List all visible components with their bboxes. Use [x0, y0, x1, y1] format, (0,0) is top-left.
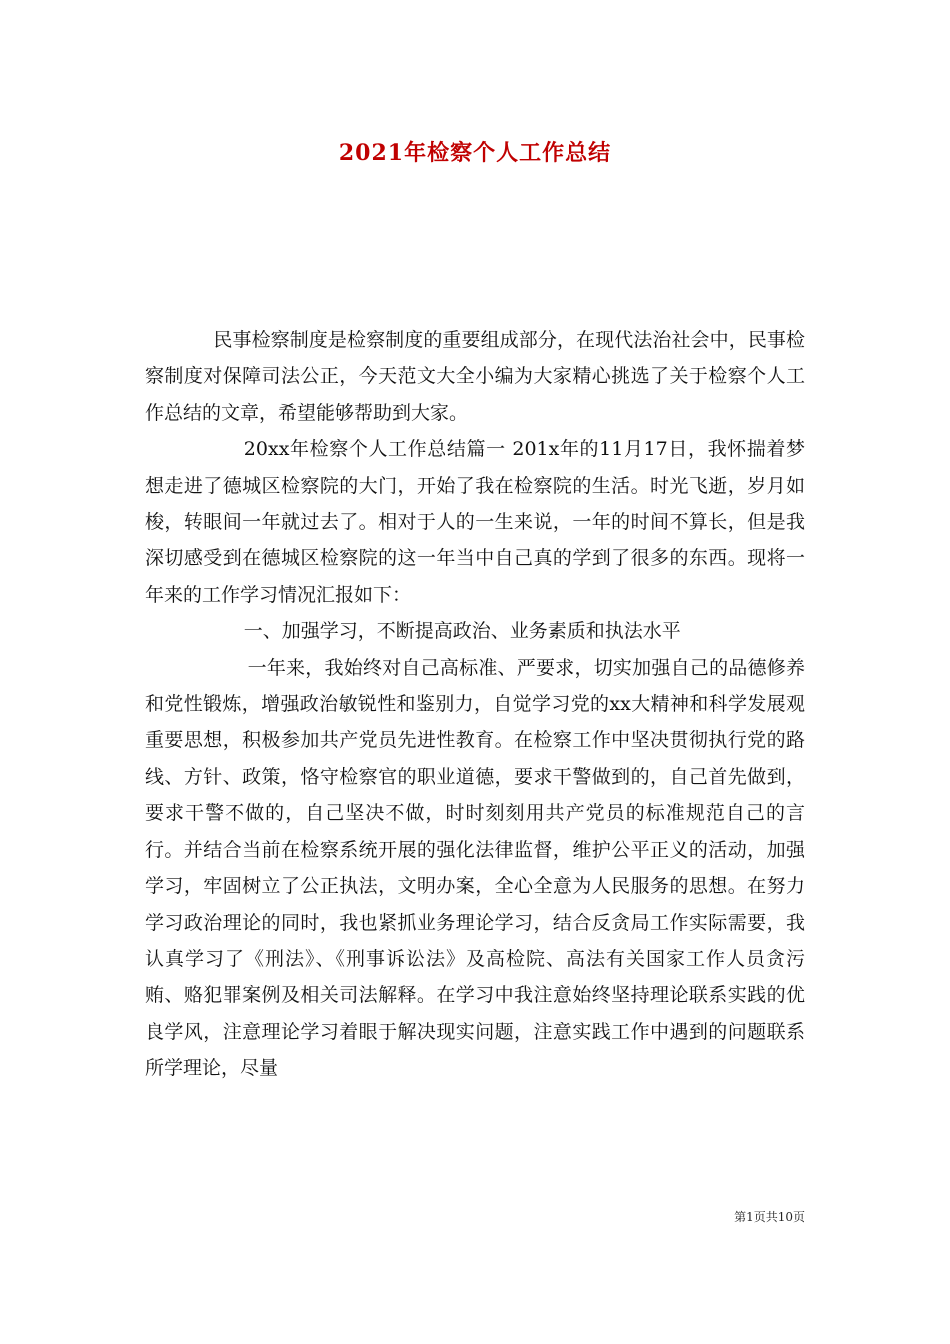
document-body	[145, 322, 805, 1087]
section-heading: 一、加强学习，不断提高政治、业务素质和执法水平	[243, 620, 681, 643]
paragraph-intro: 民事检察制度是检察制度的重要组成部分，在现代法治社会中，民事检察制度对保障司法公正，今天范文大全小编为大家精心挑选了关于检察个人工作总结的文章，希望能够帮助到大家。	[145, 329, 805, 424]
document-title: 2021年检察个人工作总结	[338, 140, 612, 166]
page-number: 第1页共10页	[734, 1210, 805, 1224]
paragraph-study: 一年来，我始终对自己高标准、严要求，切实加强自己的品德修养和党性锻炼，增强政治敏锐性和鉴别力，自觉学习党的xx大精神和科学发展观重要思想，积极参加共产党员先进性教育。在检察工作中坚决贯彻执行党的路线、方针、政策，恪守检察官的职业道德，要求干警做到的，自己首先做到，要求干警不做的，自己坚决不做，时时刻刻用共产党员的标准规范自己的言行。并结合当前在检察系统开展的强化法律监督，维护公平正义的活动，加强学习，牢固树立了公正执法，文明办案，全心全意为人民服务的思想。在努力学习政治理论的同时，我也紧抓业务理论学习，结合反贪局工作实际需要，我认真学习了《刑法》、《刑事诉讼法》及高检院、高法有关国家工作人员贪污贿、赂犯罪案例及相关司法解释。在学习中我注意始终坚持理论联系实践的优良学风，注意理论学习着眼于解决现实问题，注意实践工作中遇到的问题联系所学理论，尽量	[145, 656, 805, 1080]
paragraph-chapter-one: 20xx年检察个人工作总结篇一 201x年的11月17日，我怀揣着梦想走进了德城区检察院的大门，开始了我在检察院的生活。时光飞逝，岁月如梭，转眼间一年就过去了。相对于人的一生来说，一年的时间不算长，但是我深切感受到在德城区检察院的这一年当中自己真的学到了很多的东西。现将一年来的工作学习情况汇报如下：	[145, 438, 805, 606]
